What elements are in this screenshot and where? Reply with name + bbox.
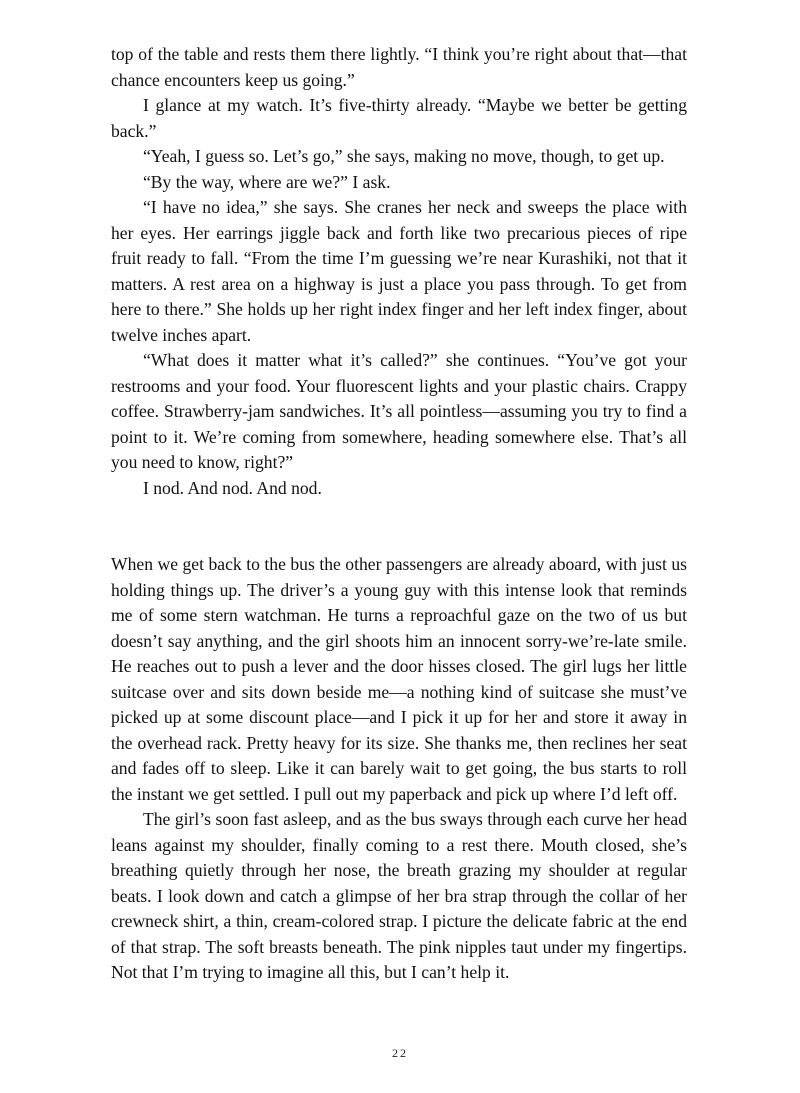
page-text <box>111 42 687 986</box>
paragraph: The girl’s soon fast asleep, and as the bus sways through each curve her head leans against my shoulder, finally coming to a rest there. Mouth closed, she’s breathing quietly through her nose, the breath grazing my shoulder at regular beats. I look down and catch a glimpse of her bra strap through the collar of her crewneck shirt, a thin, cream-colored strap. I picture the delicate fabric at the end of that strap. The soft breasts beneath. The pink nipples taut under my fingertips. Not that I’m trying to imagine all this, but I can’t help it. <box>111 809 687 982</box>
paragraph: top of the table and rests them there lightly. “I think you’re right about that—that chance encounters keep us going.” <box>111 44 687 90</box>
paragraph: “I have no idea,” she says. She cranes her neck and sweeps the place with her eyes. Her earrings jiggle back and forth like two precarious pieces of ripe fruit ready to fall. “From the time I’m guessing we’re near Kurashiki, not that it matters. A rest area on a highway is just a place you pass through. To get from here to there.” She holds up her right index finger and her left index finger, about twelve inches apart. <box>111 197 687 345</box>
paragraph: “What does it matter what it’s called?” she continues. “You’ve got your restrooms and your food. Your fluorescent lights and your plastic chairs. Crappy coffee. Strawberry-jam sandwiches. It’s all pointless—assuming you try to find a point to it. We’re coming from somewhere, heading somewhere else. That’s all you need to know, right?” <box>111 350 687 472</box>
paragraph: “Yeah, I guess so. Let’s go,” she says, making no move, though, to get up. <box>143 146 665 166</box>
section-break <box>111 501 687 552</box>
page-number: 22 <box>392 1046 408 1060</box>
paragraph: I glance at my watch. It’s five-thirty already. “Maybe we better be getting back.” <box>111 95 687 141</box>
paragraph: When we get back to the bus the other passengers are already aboard, with just us holding things up. The driver’s a young guy with this intense look that reminds me of some stern watchman. He turns a reproachful gaze on the two of us but doesn’t say anything, and the girl shoots him an innocent sorry-we’re-late smile. He reaches out to push a lever and the door hisses closed. The girl lugs her little suitcase over and sits down beside me—a nothing kind of suitcase she must’ve picked up at some discount place—and I pick it up for her and store it away in the overhead rack. Pretty heavy for its size. She thanks me, then reclines her seat and fades off to sleep. Like it can barely wait to get going, the bus starts to roll the instant we get settled. I pull out my paperback and pick up where I’d left off. <box>111 554 687 804</box>
paragraph: “By the way, where are we?” I ask. <box>143 171 391 192</box>
paragraph: I nod. And nod. And nod. <box>143 477 322 498</box>
